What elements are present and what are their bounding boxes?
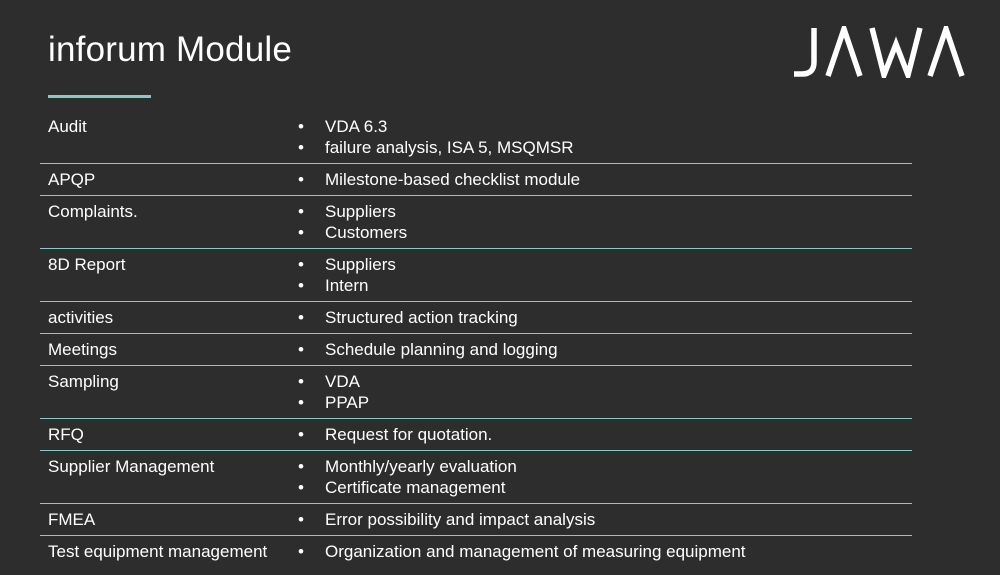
list-item [298,392,912,413]
table-row [40,451,912,504]
bullet-icon: • [298,340,304,359]
list-item [298,371,912,392]
bullet-icon: • [298,393,304,412]
bullet-icon: • [298,170,304,189]
list-item [298,222,912,243]
row-items [298,509,912,530]
row-label: Meetings [48,340,117,359]
row-label: Test equipment management [48,542,268,561]
row-label: FMEA [48,510,96,529]
bullet-icon: • [298,425,304,444]
jawa-logo [792,26,968,78]
row-items [298,339,912,360]
row-items [298,456,912,498]
list-item-text: Suppliers [325,255,396,274]
table-row [40,249,912,302]
bullet-icon: • [298,276,304,295]
row-label: activities [48,308,114,327]
list-item-text: Suppliers [325,202,396,221]
list-item-text: VDA 6.3 [325,117,388,136]
list-item-text: Milestone-based checklist module [325,170,581,189]
title-underline [48,95,151,98]
bullet-icon: • [298,478,304,497]
list-item-text: PPAP [325,393,370,412]
bullet-icon: • [298,372,304,391]
bullet-icon: • [298,542,304,561]
bullet-icon: • [298,117,304,136]
table-row [40,504,912,536]
row-items [298,424,912,445]
row-label: Complaints. [48,202,138,221]
list-item [298,137,912,158]
list-item [298,509,912,530]
bullet-icon: • [298,202,304,221]
table-row [40,366,912,419]
list-item [298,424,912,445]
list-item-text: Organization and management of measuring equipment [325,542,746,561]
table-row [40,196,912,249]
row-items [298,254,912,296]
slide-title: inforum Module [48,30,293,69]
list-item [298,541,912,562]
list-item-text: Request for quotation. [325,425,493,444]
list-item [298,169,912,190]
list-item [298,456,912,477]
row-items [298,116,912,158]
bullet-icon: • [298,138,304,157]
bullet-icon: • [298,308,304,327]
list-item-text: VDA [325,372,360,391]
list-item-text: Monthly/yearly evaluation [325,457,517,476]
list-item-text: Error possibility and impact analysis [325,510,596,529]
row-label: APQP [48,170,96,189]
row-items [298,169,912,190]
row-label: Audit [48,117,87,136]
table-row [40,536,912,567]
list-item [298,477,912,498]
bullet-icon: • [298,457,304,476]
table-row [40,419,912,451]
table-row [40,334,912,366]
row-items [298,201,912,243]
module-table [40,111,912,567]
list-item-text: Certificate management [325,478,506,497]
list-item-text: Customers [325,223,408,242]
row-items [298,541,912,562]
row-items [298,307,912,328]
list-item-text: Structured action tracking [325,308,518,327]
row-items [298,371,912,413]
table-row [40,302,912,334]
list-item [298,116,912,137]
row-label: 8D Report [48,255,126,274]
bullet-icon: • [298,510,304,529]
list-item-text: failure analysis, ISA 5, MSQMSR [325,138,574,157]
list-item [298,275,912,296]
row-label: Supplier Management [48,457,215,476]
list-item-text: Intern [325,276,369,295]
list-item [298,339,912,360]
row-label: Sampling [48,372,119,391]
list-item [298,201,912,222]
list-item [298,307,912,328]
list-item-text: Schedule planning and logging [325,340,558,359]
list-item [298,254,912,275]
table-row [40,164,912,196]
table-row [40,111,912,164]
bullet-icon: • [298,255,304,274]
bullet-icon: • [298,223,304,242]
row-label: RFQ [48,425,84,444]
